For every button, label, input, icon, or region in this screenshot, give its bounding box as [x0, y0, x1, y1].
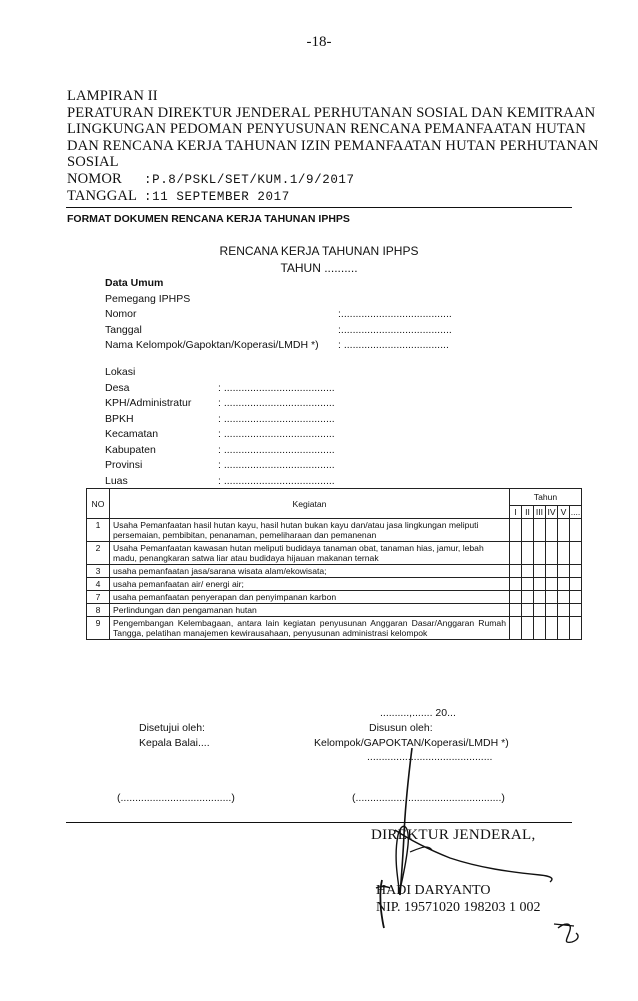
table-row — [87, 591, 582, 604]
field-blank: :...................................... — [338, 323, 452, 336]
regulation-header — [67, 88, 599, 204]
header-rule — [66, 207, 572, 208]
field-label: Tanggal — [105, 323, 142, 336]
col-no-header: NO — [87, 489, 110, 519]
signature-left — [139, 721, 210, 751]
table-row — [87, 519, 582, 542]
field-provinsi — [105, 458, 335, 474]
col-tahun-header: Tahun — [510, 489, 582, 506]
prepared-label: Disusun oleh: — [369, 722, 433, 734]
row-no: 9 — [87, 617, 110, 640]
field-label: Nomor — [105, 308, 137, 320]
handwritten-signature — [350, 740, 600, 950]
document-title-block — [0, 243, 638, 277]
field-label: KPH/Administratur — [105, 397, 192, 409]
table-row — [87, 604, 582, 617]
field-blank: : .................................... — [338, 339, 449, 351]
approved-label: Disetujui oleh: — [139, 722, 205, 734]
regulation-line: LINGKUNGAN PEDOMAN PENYUSUNAN RENCANA PEMANFAATAN HUTAN — [67, 121, 586, 138]
regulation-line: SOSIAL — [67, 154, 119, 171]
year-header: .... — [570, 507, 581, 517]
document-year: TAHUN .......... — [280, 261, 358, 275]
year-header: III — [534, 506, 546, 519]
field-nama-kelompok — [105, 338, 449, 354]
col-kegiatan-header: Kegiatan — [110, 489, 510, 519]
pemegang-label: Pemegang IPHPS — [105, 292, 191, 305]
field-kecamatan — [105, 427, 335, 443]
official-position: DIREKTUR JENDERAL, — [371, 827, 536, 843]
preparer-title: Kelompok/GAPOKTAN/Koperasi/LMDH *) — [314, 737, 509, 749]
official-nip: NIP. 19571020 198203 1 002 — [376, 900, 541, 915]
field-blank: :...................................... — [338, 308, 452, 320]
nomor-row — [67, 171, 577, 188]
approver-name-blank: (......................................) — [117, 792, 235, 804]
document-title: RENCANA KERJA TAHUNAN IPHPS — [219, 244, 419, 258]
table-row — [87, 542, 582, 565]
tanggal-row — [67, 188, 577, 205]
field-nomor — [105, 307, 452, 323]
regulation-line: DAN RENCANA KERJA TAHUNAN IZIN PEMANFAATAN HUTAN PERHUTANAN — [67, 137, 599, 154]
row-kegiatan: usaha pemanfaatan air/ energi air; — [110, 578, 510, 591]
table-header-row — [87, 489, 582, 506]
format-title: FORMAT DOKUMEN RENCANA KERJA TAHUNAN IPHPS — [67, 213, 350, 225]
row-kegiatan: Pengembangan Kelembagaan, antara lain kegiatan penyusunan Anggaran Dasar/Anggaran Rumah Tangga, pelatihan manajemen kewirausahaan, penyusunan administrasi kelompok — [110, 617, 510, 640]
data-umum-heading: Data Umum — [105, 277, 164, 289]
table-row — [87, 565, 582, 578]
tanggal-label: TANGGAL — [67, 187, 138, 204]
approver-title: Kepala Balai.... — [139, 737, 210, 749]
field-label: Luas — [105, 474, 128, 487]
field-blank: : ...................................... — [218, 381, 335, 394]
field-kph — [105, 396, 335, 412]
field-blank: : ...................................... — [218, 412, 335, 425]
official-name: HADI DARYANTO — [376, 883, 491, 898]
row-no: 1 — [87, 519, 110, 542]
page-number: -18- — [306, 34, 332, 50]
year-header: IV — [547, 507, 556, 517]
field-blank: : ...................................... — [218, 459, 335, 471]
lampiran-label: LAMPIRAN II — [67, 88, 158, 104]
table-row — [87, 617, 582, 640]
date-line: ..........,....... 20... — [380, 707, 456, 719]
field-label: Desa — [105, 381, 130, 394]
preparer-name-blank: (..................................................) — [352, 792, 505, 804]
field-kabupaten — [105, 443, 335, 459]
row-kegiatan: usaha pemanfaatan penyerapan dan penyimpanan karbon — [110, 591, 510, 604]
row-kegiatan: Usaha Pemanfaatan hasil hutan kayu, hasil hutan bukan kayu dan/atau jasa lingkungan meliputi persemaian, pembibitan, penanaman, pemeliharaan dan pemanenan — [110, 519, 510, 542]
field-tanggal — [105, 323, 452, 339]
tanggal-value: :11 SEPTEMBER 2017 — [144, 189, 290, 204]
data-umum-section — [105, 276, 452, 354]
table-row — [87, 578, 582, 591]
preparer-blank: ........................................... — [367, 751, 493, 763]
year-header: II — [522, 506, 534, 519]
row-kegiatan: usaha pemanfaatan jasa/sarana wisata alam/ekowisata; — [110, 565, 510, 578]
row-no: 7 — [87, 591, 110, 604]
lokasi-section — [105, 365, 335, 489]
field-blank: : ...................................... — [218, 474, 335, 487]
row-no: 4 — [87, 578, 110, 591]
nomor-value: :P.8/PSKL/SET/KUM.1/9/2017 — [144, 172, 355, 187]
year-header: V — [558, 506, 570, 519]
field-label: Kabupaten — [105, 443, 156, 456]
regulation-line: PERATURAN DIREKTUR JENDERAL PERHUTANAN SOSIAL DAN KEMITRAAN — [67, 104, 596, 121]
field-blank: : ...................................... — [218, 397, 335, 409]
row-kegiatan: Perlindungan dan pengamanan hutan — [110, 604, 510, 617]
row-no: 8 — [87, 604, 110, 617]
field-blank: : ...................................... — [218, 428, 335, 440]
lokasi-heading: Lokasi — [105, 366, 136, 378]
row-no: 3 — [87, 565, 110, 578]
field-label: Nama Kelompok/Gapoktan/Koperasi/LMDH *) — [105, 339, 319, 351]
kegiatan-table — [86, 488, 582, 640]
row-no: 2 — [87, 542, 110, 565]
field-blank: : ...................................... — [218, 443, 335, 456]
field-label: Kecamatan — [105, 428, 159, 440]
field-desa — [105, 381, 335, 397]
row-kegiatan: Usaha Pemanfaatan kawasan hutan meliputi budidaya tanaman obat, tanaman hias, jamur, lebah madu, penangkaran satwa liar atau budidaya hijauan makanan ternak — [110, 542, 510, 565]
nomor-label: NOMOR — [67, 170, 122, 187]
field-bpkh — [105, 412, 335, 428]
year-header: I — [510, 506, 522, 519]
field-luas — [105, 474, 335, 490]
field-label: BPKH — [105, 412, 134, 425]
field-label: Provinsi — [105, 459, 143, 471]
